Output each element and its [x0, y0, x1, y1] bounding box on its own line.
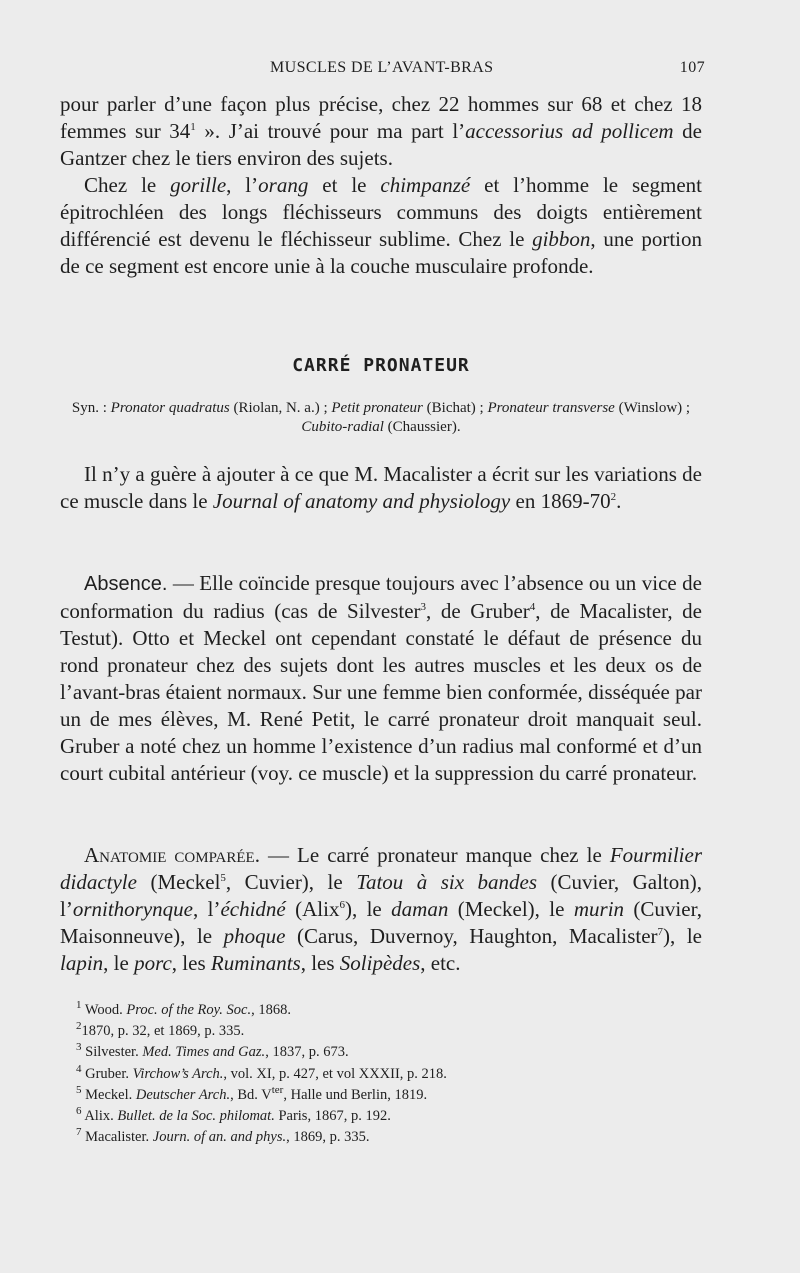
- running-head: [60, 59, 705, 83]
- paragraph-absence: Absence. — Elle coïncide presque toujours avec l’absence ou un vice de conformation du radius (cas de Silvester$^3$, de Gruber$^4$, de Macalister, de Testut). Otto et Meckel ont cependant constaté le défaut de présence du rond pronateur chez des sujets dont les autres muscles et les deux os de l’avant-bras étaient normaux. Sur une femme bien conformée, disséquée par un de mes élèves, M. René Petit, le carré pronateur droit manquait seul. Gruber a noté chez un homme l’existence d’un radius mal conformé et d’un court cubital antérieur (voy. ce muscle) et la suppression du carré pronateur.: [60, 571, 702, 785]
- running-title: MUSCLES DE L’AVANT-BRAS: [270, 59, 494, 76]
- paragraph-anatomie-comparee: Anatomie comparée. — Le carré pronateur manque chez le Fourmilier didactyle (Meckel$^5$, Cuvier), le Tatou à six bandes (Cuvier, Galton), l’ornithorynque, l’échidné (Alix$^6$), le daman (Meckel), le murin (Cuvier, Maisonneuve), le phoque (Carus, Duvernoy, Haughton, Macalister$^7$), le lapin, le porc, les Ruminants, les Solipèdes, etc.: [60, 843, 702, 975]
- footnote-ref: 2: [610, 491, 617, 503]
- footnote: $^3$ Silvester. Med. Times and Gaz., 1837, p. 673.: [76, 1041, 349, 1061]
- absence-lead: Absence.: [84, 573, 168, 595]
- footnote: $^2$1870, p. 32, et 1869, p. 335.: [76, 1020, 245, 1040]
- footnotes: [76, 1000, 676, 1148]
- paragraph-macalister: Il n’y a guère à ajouter à ce que M. Macalister a écrit sur les variations de ce muscle dans le Journal of anatomy and physiology en $1869-70^2$.: [60, 462, 702, 513]
- paragraph-primates: Chez le gorille, l’orang et le chimpanzé et l’homme le segment épitrochléen des longs fléchisseurs communs des doigts entièrement différencié est devenu le fléchisseur sublime. Chez le gibbon, une portion de ce segment est encore unie à la couche musculaire profonde.: [60, 173, 702, 278]
- footnote: $^7$ Macalister. Journ. of an. and phys., 1869, p. 335.: [76, 1126, 370, 1146]
- page-number: 107: [679, 59, 705, 76]
- footnote: $^6$ Alix. Bullet. de la Soc. philomat. Paris, 1867, p. 192.: [76, 1105, 391, 1125]
- footnote: $^5$ Meckel. Deutscher Arch., Bd. $V^{ter}$, Halle und Berlin, 1819.: [76, 1083, 428, 1103]
- paragraph-continuation: pour parler d’une façon plus précise, chez 22 hommes sur 68 et chez 18 femmes sur $34^1$ ». J’ai trouvé pour ma part l’accessorius ad pollicem de Gantzer chez le tiers environ des sujets.: [60, 92, 703, 170]
- synonyms: Syn. : Pronator quadratus (Riolan, N. a.) ; Petit pronateur (Bichat) ; Pronateur transverse (Winslow) ; Cubito-radial (Chaussier).: [71, 400, 691, 435]
- section-title: CARRÉ PRONATEUR: [292, 355, 470, 376]
- footnote-ref: 1: [190, 121, 196, 133]
- footnote: $^4$ Gruber. Virchow’s Arch., vol. XI, p. 427, et vol XXXII, p. 218.: [76, 1062, 447, 1082]
- footnote: $^1$ Wood. Proc. of the Roy. Soc., 1868.: [76, 999, 291, 1018]
- anatomie-lead: Anatomie comparée.: [84, 843, 260, 867]
